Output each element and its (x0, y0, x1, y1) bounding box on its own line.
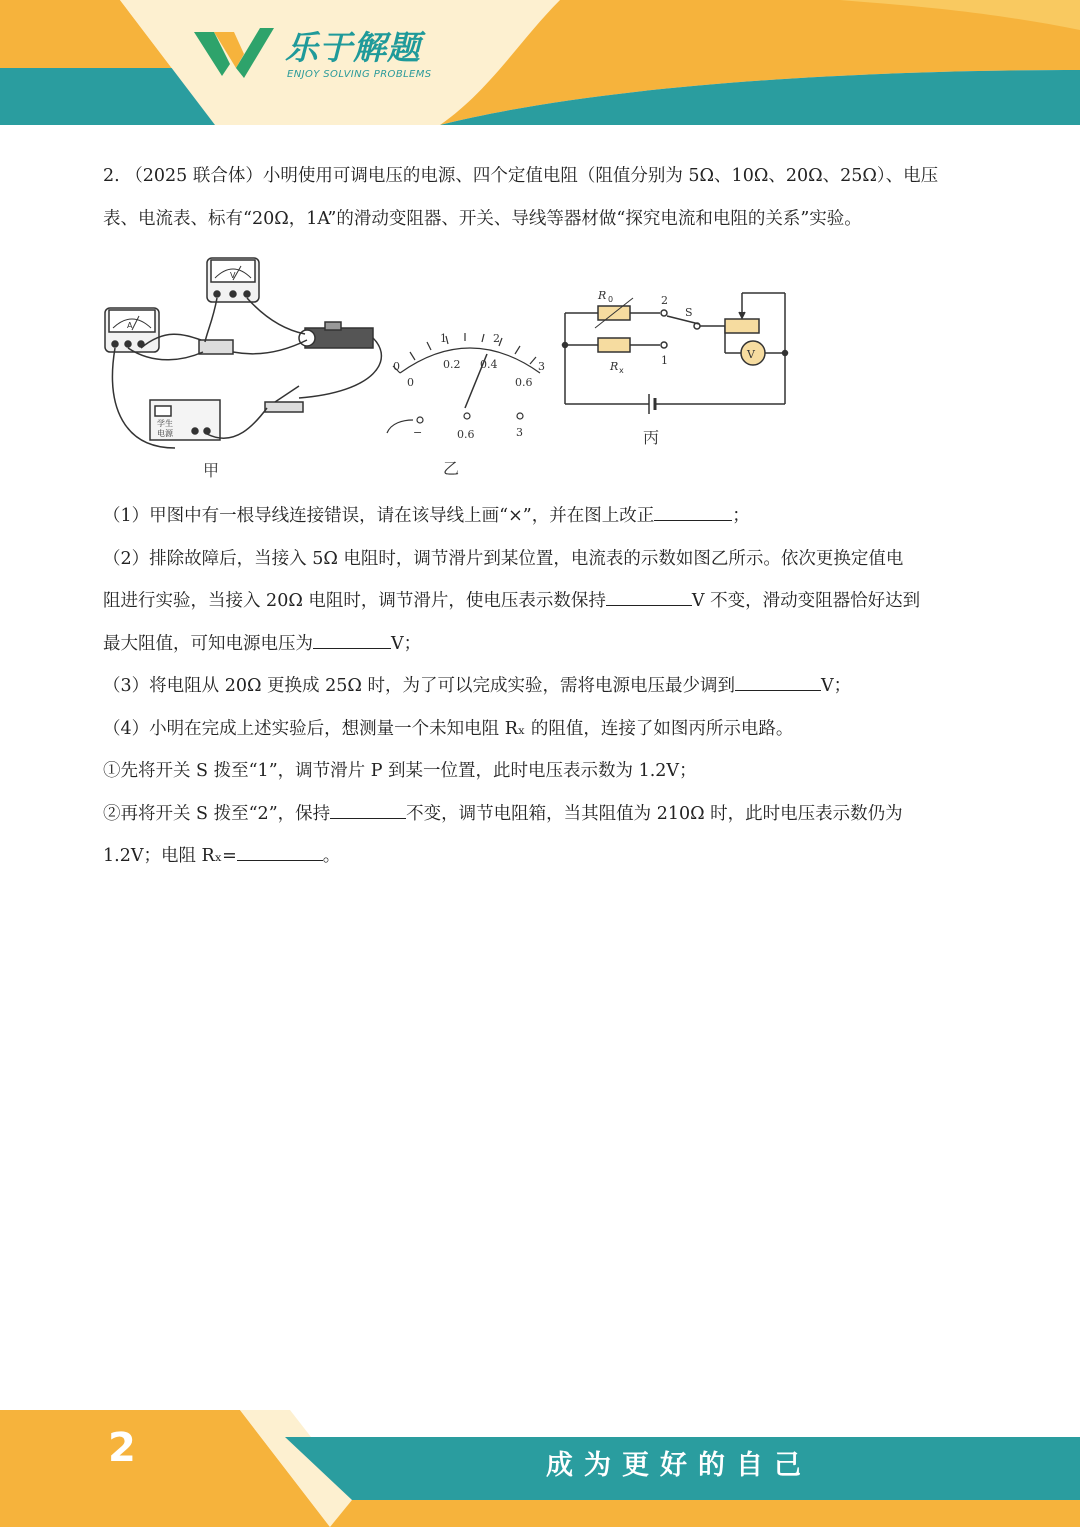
yi-top-1: 1 (440, 332, 447, 345)
part-4-step-2-end: 不变，调节电阻箱，当其阻值为 210Ω 时，此时电压表示数仍为 (406, 803, 903, 824)
question-stem-line-2: 表、电流表、标有“20Ω，1A”的滑动变阻器、开关、导线等器材做“探究电流和电阻的关系”实验。 (103, 208, 862, 229)
part-4-step-3-end: 。 (322, 846, 341, 866)
part-1-text: （1）甲图中有一根导线连接错误，请在该导线上画“×”，并在图上改正 (103, 506, 655, 526)
bing-switch-label: S (685, 306, 693, 319)
figure-jia-label: 甲 (203, 461, 220, 480)
question-body (103, 155, 983, 878)
yi-top-2: 2 (493, 332, 500, 345)
bing-r0: R (598, 289, 607, 302)
part-4-step-3 (103, 835, 983, 878)
part-3-start: （3）将电阻从 20Ω 更换成 25Ω 时，为了可以完成实验，需将电源电压最少调到 (103, 676, 735, 696)
answer-blank-3[interactable] (313, 631, 391, 649)
answer-blank-6[interactable] (237, 843, 323, 861)
power-label-2: 电源 (157, 429, 173, 438)
bing-rx-sub: x (619, 366, 624, 375)
part-4-step-1: ①先将开关 S 拨至“1”，调节滑片 P 到某一位置，此时电压表示数为 1.2V； (103, 761, 697, 781)
part-3-end: V； (820, 676, 852, 696)
brand-tagline: ENJOY SOLVING PROBLEMS (287, 69, 432, 80)
part-2c-start: 最大阻值，可知电源电压为 (103, 633, 313, 654)
part-4-step-2 (103, 793, 983, 836)
part-1 (103, 495, 983, 538)
power-label-1: 学生 (157, 419, 173, 428)
footer-slogan: 成为更好的自己 (546, 1450, 812, 1481)
figure-yi-label: 乙 (443, 459, 460, 478)
part-2b-start: 阻进行实验，当接入 20Ω 电阻时，调节滑片，使电压表示数保持 (103, 591, 606, 611)
part-2c-end: V； (391, 633, 422, 654)
yi-top-3: 3 (538, 360, 545, 373)
yi-bottom-0: 0 (407, 376, 414, 389)
yi-bottom-2: 0.4 (480, 358, 498, 371)
yi-terminal-06: 0.6 (457, 428, 475, 441)
footer-banner (0, 1410, 1080, 1527)
bing-rx: R (610, 360, 619, 373)
part-2a: （2）排除故障后，当接入 5Ω 电阻时，调节滑片到某位置，电流表的示数如图乙所示。依次更换定值电 (103, 548, 904, 569)
yi-terminal-3: 3 (516, 426, 523, 439)
part-4: （4）小明在完成上述实验后，想测量一个未知电阻 Rₓ 的阻值，连接了如图丙所示电路。 (103, 718, 794, 739)
voltmeter-letter: V (230, 271, 236, 280)
bing-pos-1: 1 (661, 354, 668, 367)
brand-name: 乐于解题 (285, 28, 421, 67)
yi-bottom-3: 0.6 (515, 376, 533, 389)
part-2b-end: V 不变，滑动变阻器恰好达到 (691, 591, 921, 611)
page-header (0, 0, 1080, 125)
part-4-step-3-start: 1.2V；电阻 Rₓ= (103, 846, 237, 866)
figure-spacer (103, 240, 983, 495)
bing-r0-sub: 0 (608, 295, 614, 304)
yi-terminal-minus: − (413, 426, 423, 439)
bing-pos-2: 2 (661, 294, 668, 307)
yi-bottom-1: 0.2 (443, 358, 461, 371)
part-3 (103, 665, 983, 708)
answer-blank-5[interactable] (330, 801, 406, 819)
part-2b (103, 580, 983, 623)
brand-logo-icon (192, 20, 282, 80)
ammeter-letter: A (127, 321, 133, 330)
part-1-end: ； (732, 506, 750, 526)
answer-blank-2[interactable] (606, 588, 692, 606)
figure-bing-label: 丙 (643, 428, 660, 447)
answer-blank-1[interactable] (654, 503, 732, 521)
yi-top-0: 0 (393, 360, 400, 373)
page-number: 2 (108, 1425, 136, 1471)
header-banner (0, 0, 1080, 125)
answer-blank-4[interactable] (735, 673, 821, 691)
part-2c (103, 623, 983, 666)
question-stem-line-1: 2. （2025 联合体）小明使用可调电压的电源、四个定值电阻（阻值分别为 5Ω、10Ω、20Ω、25Ω）、电压 (103, 166, 939, 186)
part-4-step-2-start: ②再将开关 S 拨至“2”，保持 (103, 803, 331, 824)
bing-meter-letter: V (747, 348, 755, 361)
page-footer (0, 1410, 1080, 1527)
